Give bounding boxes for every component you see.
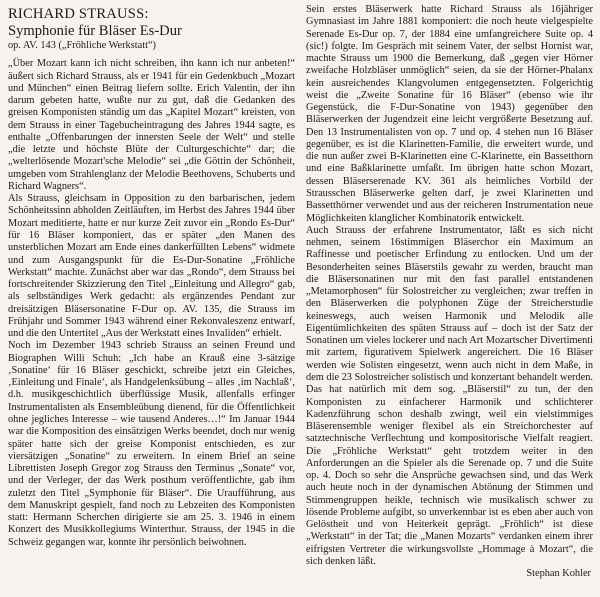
left-column bbox=[8, 4, 295, 549]
right-paragraph-2: Auch Strauss der erfahrene Instrumentator, läßt es sich nicht nehmen, seinem 16stimmigen Bläserchor ein Maximum an Raffinesse und poetischer Erfindung zu entlocken. Und um der Besonderheiten seines Bläserstils gewahr zu werden, braucht man die Bläsersonatinen nur mit den fast parallel entstandenen „Metamorphosen“ für Solostreicher zu vergleichen; zwar treffen in den Bläserwerken die polyphonen Züge der Streicherstudie keineswegs, auch weisen Harmonik und Melodik alle Eigentümlichkeiten des späten Strauss auf – doch ist der Satz der Sonatinen um vieles lockerer und nach Art Mozartscher Divertimenti mit zartem, figurativem Spielwerk angereichert. Die 16 Bläser werden wie Solisten eingesetzt, wenn auch nicht in dem Maße, in dem die 23 Solostreicher solistisch und konzertant behandelt werden. Das hat natürlich mit dem sog. „Bläserstil“ zu tun, der den Komponisten zu einfacherer Harmonik und schlichterer Kadenzführung schon deshalb zwingt, weil ein vielstimmiges Bläserensemble weniger flexibel als ein Streichorchester auf satztechnische Verflechtung und kompositorische Vielfalt reagiert. Die „Fröhliche Werkstatt“ geht trotzdem weiter in den Anforderungen an die Spieler als die Serenade op. 7 und die Suite op. 4. Doch so sehr die Ansprüche gewachsen sind, und das Werk auch heute noch in der dynamischen Abtönung der Stimmen und Stimmengruppen heikle, technisch wie musikalisch schwer zu lösende Probleme aufgibt, so unverkennbar ist es eben aber auch von Gelöstheit und von Heiterkeit geprägt. „Fröhlich“ ist diese „Werkstatt“ in der Tat; die „Manen Mozarts“ verdanken einem ihrer eifrigsten Vertreter die wirkungsvollste „Hommage à Mozart“, die sich denken läßt. bbox=[306, 224, 593, 567]
author-signature: Stephan Kohler bbox=[526, 568, 591, 580]
left-paragraph-2: Als Strauss, gleichsam in Opposition zu den barbarischen, jedem Schönheitssinn abholden Zeitläuften, im Herbst des Jahres 1944 über Mozart meditierte, hatte er nur kurze Zeit zuvor ein „Rondo Es-Dur“ für 16 Bläser komponiert, das er später „den Manen des unsterblichen Mozart am Ende eines dankerfüllten Lebens“ widmete und zum Ausgangspunkt für die Es-Dur-Sonatine „Fröhliche Werkstatt“ machte. Zunächst aber war das „Rondo“, dem Strauss bei fortschreitender Skizzierung den Titel „Einleitung und Allegro“ gab, als selbständiges Werk gedacht: als ergänzendes Pendant zur dreisätzigen Bläsersonatine F-Dur op. AV. 135, die Strauss im Frühjahr und Sommer 1943 während einer Rekonvaleszenz entwarf, und die den Untertitel „Aus der Werkstatt eines Invaliden“ erhielt. bbox=[8, 193, 295, 340]
right-paragraph-1: Sein erstes Bläserwerk hatte Richard Strauss als 16jähriger Gymnasiast im Jahre 1881 komponiert: die noch heute vielgespielte Serenade Es-Dur op. 7, der 1884 eine umfangreichere Suite op. 4 (sic!) folgte. Im Gespräch mit seinem Vater, der selbst Hornist war, machte Strauss um 1900 die Bemerkung, daß „gegen vier Hörner zweifache Holzbläser unmöglich“ seien, da sie der Hörner-Phalanx kein ausreichendes Klangvolumen entgegensetzten. Folgerichtig weist die „Zweite Sonatine für 16 Bläser“ (ebenso wie ihr Gegenstück, die F-Dur-Sonatine von 1943) gegenüber den Bläserwerken der Jugendzeit eine leicht vergrößerte Besetzung auf. Den 13 Instrumentalisten von op. 7 und op. 4 stehen nun 16 Bläser gegenüber, es ist die Klarinetten-Familie, die erweitert wurde, und die nun außer zwei B-Klarinetten eine C-Klarinette, ein Bassetthorn und eine Baßklarinette umfaßt. Im übrigen hatte schon Mozart, dessen Bläserserenade KV. 361 als heimliches Vorbild der Strausschen Bläserwerke gelten darf, je zwei Klarinetten und Bassetthörner verwendet und aus der reicheren Instrumentation neue Möglichkeiten klanglicher Kombinatorik entwickelt. bbox=[306, 4, 593, 224]
composer-heading: RICHARD STRAUSS: bbox=[8, 6, 149, 22]
left-paragraph-1: „Über Mozart kann ich nicht schreiben, ihn kann ich nur anbeten!“ äußert sich Richard Strauss, als er 1941 für ein Gedenkbuch „Mozart und München“ einen Beitrag liefern sollte. Erich Valentin, der ihn darum gebeten hatte, wußte nur zu gut, daß die Gedanken des greisen Komponisten ständig um das „Kapitel Mozart“ kreisten, von dem Strauss in einer Tagebucheintragung des Jahres 1944 sagte, es enthalte „Offenbarungen der innersten Seele der Welt“ und stelle „die letzte und höchste Blüte der Culturgeschichte“ dar; die „welterlösende Mozart'sche Melodie“ sei „die Göttin der Schönheit, umgeben vom Strahlenglanz der Melodie Beethovens, Schuberts und Richard Wagners“. bbox=[8, 58, 295, 192]
opus-subtitle: op. AV. 143 („Fröhliche Werkstatt“) bbox=[8, 40, 156, 51]
work-title: Symphonie für Bläser Es-Dur bbox=[8, 23, 182, 39]
left-paragraph-3: Noch im Dezember 1943 schrieb Strauss an seinen Freund und Biographen Willi Schuh: „Ich habe an Krauß eine 3-sätzige ‚Sonatine‘ für 16 Bläser geschickt, schreibe jetzt ein Gleiches, ‚Einleitung und Finale‘, als Handgelenksübung – alles ‚im Nachlaß‘, d.h. musikgeschichtlich überflüssige Musik, allenfalls erfinger Instrumentalisten als Ensembleübung dienend, für die Öffentlichkeit ohne jegliches Interesse – wie tausend Anderes…!“ Im Januar 1944 war die Komposition des einsätzigen Werks beendet, doch nur wenig später hatte sich der greise Komponist entschieden, es zur viersätzigen „Sonatine“ zu erweitern. In einem Brief an seine Librettisten Joseph Gregor zog Strauss den Terminus „Sonate“ vor, und der Verleger, der das Werk posthum veröffentlichte, gab ihm zuletzt den Titel „Symphonie für Bläser“. Die Uraufführung, aus dem Manuskript gespielt, fand noch zu Lebzeiten des Komponisten statt: Hermann Scherchen dirigierte sie am 25. 3. 1946 in einem Konzert des Musikkollegiums Winterthur. Strauss, der 1945 in die Schweiz gegangen war, konnte ihr persönlich beiwohnen. bbox=[8, 340, 295, 548]
right-column bbox=[306, 4, 593, 580]
